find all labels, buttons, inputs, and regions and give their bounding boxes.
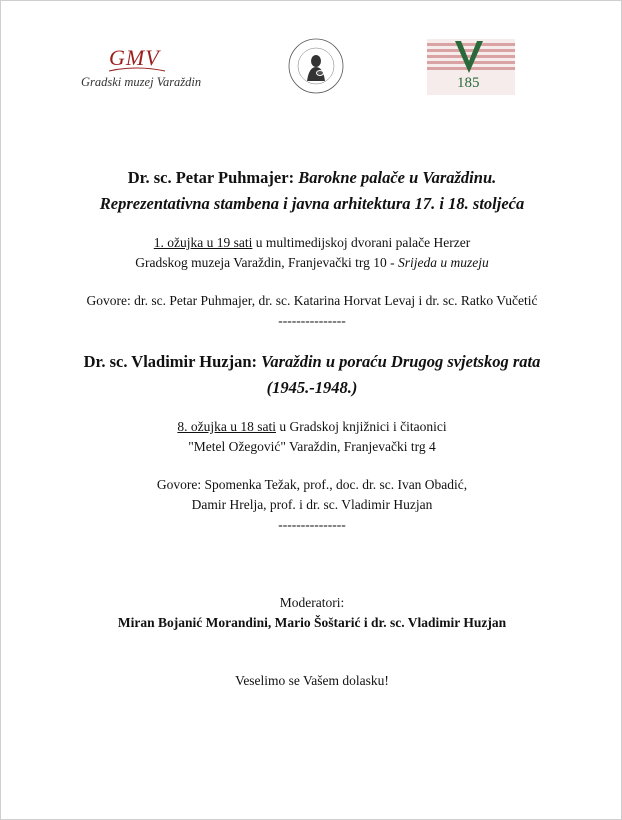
event2-speakers-line2: Damir Hrelja, prof. i dr. sc. Vladimir Huzjan	[191, 497, 433, 512]
anniversary-number: 185	[457, 75, 480, 91]
event2-title-line2: (1945.-1948.)	[266, 378, 358, 397]
separator-2: ---------------	[278, 517, 346, 532]
event1-title-line1: Barokne palače u Varaždinu.	[298, 168, 497, 187]
moderators-label: Moderatori:	[279, 595, 345, 610]
event1-speakers: Govore: dr. sc. Petar Puhmajer, dr. sc. Katarina Horvat Levaj i dr. sc. Ratko Vučetić	[86, 293, 538, 308]
gmv-logo-mark: GMV	[109, 45, 160, 70]
gmv-logo-text: Gradski muzej Varaždin	[81, 75, 202, 89]
event2-venue	[41, 417, 583, 457]
seal-icon	[287, 37, 345, 95]
gmv-logo-underline	[107, 65, 167, 75]
anniversary-185-logo	[427, 39, 515, 95]
event2-venue-line2: "Metel Ožegović" Varaždin, Franjevački trg 4	[188, 439, 436, 454]
separator-1: ---------------	[278, 313, 346, 328]
moderators-names: Miran Bojanić Morandini, Mario Šoštarić i dr. sc. Vladimir Huzjan	[117, 615, 507, 630]
event2-speakers	[41, 475, 583, 515]
event2-title-line1: Varaždin u poraću Drugog svjetskog rata	[261, 352, 541, 371]
gmv-logo	[79, 45, 201, 95]
event2-date: 8. ožujka u 18 sati	[177, 419, 276, 434]
event1-speaker: Dr. sc. Petar Puhmajer:	[127, 168, 295, 187]
event1-series: Srijeda u muzeju	[397, 255, 489, 270]
event2-title	[41, 349, 583, 401]
academy-seal-logo	[287, 37, 345, 95]
event1-title	[41, 165, 583, 217]
event2-speakers-line1: Govore: Spomenka Težak, prof., doc. dr. sc. Ivan Obadić,	[156, 477, 468, 492]
event1-title-line2: Reprezentativna stambena i javna arhitektura 17. i 18. stoljeća	[99, 194, 525, 213]
event1-date: 1. ožujka u 19 sati	[153, 235, 253, 250]
event2-speaker: Dr. sc. Vladimir Huzjan:	[83, 352, 258, 371]
event2-venue-line1: u Gradskoj knjižnici i čitaonici	[276, 419, 447, 434]
closing-line: Veselimo se Vašem dolasku!	[235, 673, 389, 688]
event1-venue-line1: u multimedijskoj dvorani palače Herzer	[252, 235, 471, 250]
event1-venue-line2: Gradskog muzeja Varaždin, Franjevački trg 10 -	[135, 255, 398, 270]
event1-venue	[41, 233, 583, 273]
